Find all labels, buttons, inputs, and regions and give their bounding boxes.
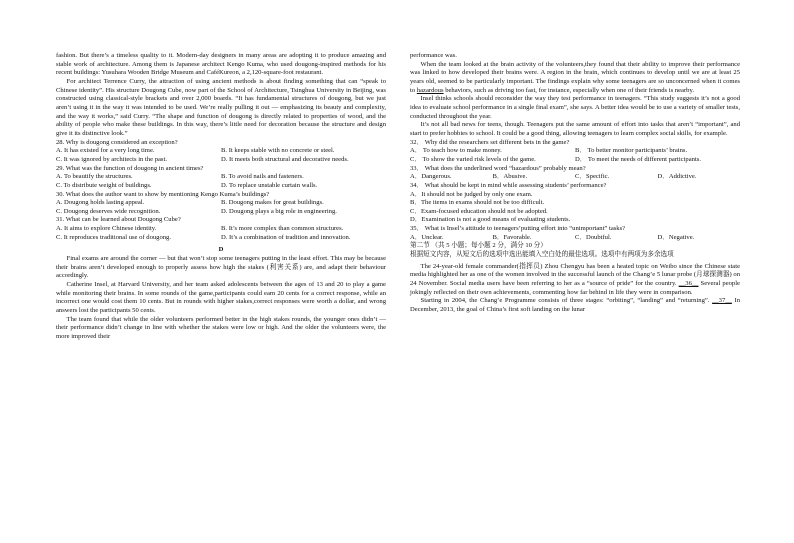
cloze-paragraph-2 <box>410 297 740 314</box>
option-28c: C. It was ignored by architects in the past. <box>56 155 167 163</box>
question-28: 28. Why is dougong considered an exception? <box>56 138 178 146</box>
option-32c: C． To show the varied risk levels of the game. <box>410 155 536 163</box>
question-30-options-row-1 <box>56 199 386 208</box>
option-35c: C．Doubtful. <box>575 233 612 241</box>
part-two-instruction: 根据短文内容，从短文后的选项中选出能填入空白处的最佳选项。选项中有两项为多余选项 <box>410 251 674 259</box>
paragraph-4-text-end: behaviors, such as driving too fast, for instance, especially when one of their friends is nearby. <box>445 86 694 94</box>
option-32d: D． To meet the needs of different participants. <box>575 155 702 163</box>
question-33-options <box>410 173 740 182</box>
option-33a: A．Dangerous. <box>410 173 452 181</box>
option-29b: B. To avoid nails and fasteners. <box>221 173 304 181</box>
option-35b: B．Favorable. <box>492 233 532 241</box>
passage-d-paragraph-6: It’s not all bad news for teens, though. Teenagers put the same amount of effort into tasks that aren’t “important”, and start to prefer hobbies to school. It could be a good thing, allowing teenagers to learn complex social skills, for example. <box>410 121 740 137</box>
question-32-options-row-1 <box>410 147 740 156</box>
option-32b: B． To better monitor participants’ brains. <box>575 147 688 155</box>
passage-d-paragraph-5: Insel thinks schools should reconsider the way they test performance in teenagers. “This study suggests it’s not a good idea to evaluate school performance in a single final exam”, she says. A better idea would be to use a variety of smaller tests, conducted throughout the year. <box>410 95 740 120</box>
option-30c: C. Dougong deserves wide recognition. <box>56 207 161 215</box>
option-34a: A．It should not be judged by only one exam. <box>410 190 533 198</box>
question-29: 29. What was the function of dougong in ancient times? <box>56 164 204 172</box>
passage-c-paragraph-2: For architect Terrence Curry, the attraction of using ancient methods is about finding something that can “speak to Chinese identity”. His structure Dougong Cube, now part of the School of Architecture, Tsinghua University in Beijing, was constructed using classical-style brackets and over 2,000 boards. “It has fundamental structures of dougong, but we just aren’t using it in the way it was intended to be used. We’re really pulling it out — emphasizing its beauty and complexity, and the way it works,” said Curry. “The shape and function of dougong is directly related to properties of wood, and the ability of people who make these buildings. In this way, there’s little need for decoration because the structure and design give it its distinctive look.” <box>56 77 386 137</box>
option-29c: C. To distribute weight of buildings. <box>56 181 152 189</box>
question-33: 33． What does the underlined word “hazardous” probably mean? <box>410 164 586 172</box>
question-34: 34． What should be kept in mind while assessing students’ performance? <box>410 181 607 189</box>
passage-c-paragraph-1: fashion. But there’s a timeless quality to it. Modern-day designers in many areas are adopting it to produce amazing and stable work of architecture. Among them is Japanese architect Kengo Kuma, who used dougong-inspired methods for his recent buildings: Yusuhara Wooden Bridge Museum and CaféKureon, a 2,120-square-foot restaurant. <box>56 52 386 77</box>
right-column <box>410 52 740 315</box>
passage-d-paragraph-4 <box>410 61 740 96</box>
passage-d-paragraph-3: The team found that while the older volunteers performed better in the high stakes rounds, the younger ones didn’t — their performance didn’t change in line with whether the stakes were low or high. And the older the volunteers were, the more improved their <box>56 315 386 340</box>
option-34d: D．Examination is not a good means of evaluating students. <box>410 216 571 224</box>
question-29-options-row-1 <box>56 173 386 182</box>
option-31c: C. It reproduces traditional use of dougong. <box>56 233 171 241</box>
cloze-paragraph-1-text: The 24-year-old female commander(指挥员) Zhou Chengyu has been a heated topic on Weibo since the Chinese state media highlighted her as one of the women involved in the successful launch of the Chang’e 5 lunar probe (月球探测器) on 24 November. Social media users have been referring to her as a “source of pride” for the country. <box>410 262 740 288</box>
option-31a: A. It aims to explore Chinese identity. <box>56 225 157 233</box>
option-33c: C．Specific. <box>575 173 610 181</box>
question-31-options-row-1 <box>56 225 386 234</box>
question-28-options-row-2 <box>56 156 386 165</box>
option-33b: B．Abusive. <box>492 173 528 181</box>
paragraph-4-text: When the team looked at the brain activity of the volunteers,they found that their ability to improve their performance was linked to how developed their brains were. A region in the brain, which continues to develop until we are at least 25 years old, seemed to be particularly important. The findings explain why some teenagers are so unconcerned when it comes to <box>410 60 740 94</box>
part-two-heading: 第二节 （共 5 小题；每小题 2 分，满分 10 分） <box>410 242 547 250</box>
option-35a: A．Unclear. <box>410 233 444 241</box>
question-32-options-row-2 <box>410 156 740 165</box>
question-30-options-row-2 <box>56 208 386 217</box>
option-31b: B. It’s more complex than common structures. <box>221 225 344 233</box>
option-35d: D．Negative. <box>657 233 695 241</box>
option-34c: C．Exam-focused education should not be adopted. <box>410 207 548 215</box>
question-32: 32． Why did the researchers set different bets in the game? <box>410 138 570 146</box>
passage-d-paragraph-1: Final exams are around the corner — but that won’t stop some teenagers putting in the least effort. This may be because their brains aren’t developed enough to properly assess how high the stakes (利害关系) are, and adapt their behaviour accordingly. <box>56 255 386 280</box>
question-31: 31. What can be learned about Dougong Cube? <box>56 216 181 224</box>
cloze-paragraph-1-end: Several people jokingly reflected on their own achievements, commenting how far behind in life they were in comparison. <box>410 280 740 296</box>
question-35: 35． What is Insel’s attitude to teenagers’putting effort into “unimportant” tasks? <box>410 225 626 233</box>
option-31d: D. It’s a combination of tradition and innovation. <box>221 233 351 241</box>
section-d-heading: D <box>218 246 224 254</box>
question-30: 30. What does the author want to show by mentioning Kengo Kuma’s buildings? <box>56 190 270 198</box>
option-30d: D. Dougong plays a big role in engineering. <box>221 207 337 215</box>
cloze-paragraph-2-text: Starting in 2004, the Chang’e Programme consists of three stages: “orbiting”, “landing” and “returning”. <box>420 297 710 305</box>
blank-36: __36__ <box>678 280 699 288</box>
left-column <box>56 52 386 342</box>
option-29d: D. To replace unstable curtain walls. <box>221 181 318 189</box>
option-30a: A. Dougong holds lasting appeal. <box>56 199 145 207</box>
question-28-options-row-1 <box>56 147 386 156</box>
question-29-options-row-2 <box>56 182 386 191</box>
question-31-options-row-2 <box>56 234 386 243</box>
option-29a: A. To beautify the structures. <box>56 173 133 181</box>
option-32a: A． To teach how to make money. <box>410 147 502 155</box>
option-28a: A. It has existed for a very long time. <box>56 147 155 155</box>
option-30b: B. Dougong makes for great buildings. <box>221 199 324 207</box>
option-34b: B．The items in exams should not be too difficult. <box>410 199 545 207</box>
cloze-paragraph-1 <box>410 263 740 298</box>
passage-d-paragraph-3-cont: performance was. <box>410 52 457 59</box>
underlined-word-hazardous: hazardous <box>416 86 444 94</box>
cloze-paragraph-2-end: In December, 2013, the goal of China’s first soft landing on the lunar <box>410 297 740 314</box>
option-28b: B. It keeps stable with no concrete or steel. <box>221 147 335 155</box>
passage-d-paragraph-2: Catherine Insel, at Harvard University, and her team asked adolescents between the ages of 13 and 20 to play a game while monitoring their brains. In some rounds of the game,participants could earn 20 cents for a correct response, while an incorrect one would cost them 10 cents. But in rounds with higher stakes,correct responses were worth a dollar, and wrong answers lost the participants 50 cents. <box>56 281 386 315</box>
blank-37: __37__ <box>712 297 732 305</box>
option-33d: D．Addictive. <box>657 173 697 181</box>
option-28d: D. It meets both structural and decorative needs. <box>221 155 349 163</box>
